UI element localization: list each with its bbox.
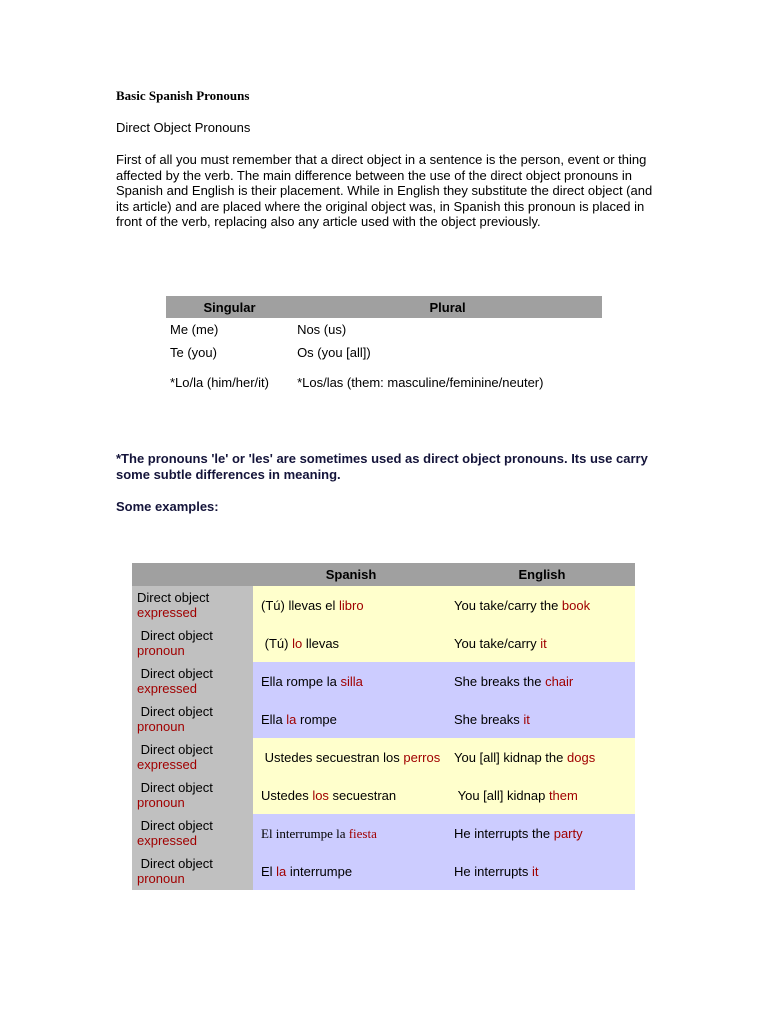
column-header-english: English — [449, 563, 635, 586]
row-label-kind: pronoun — [137, 719, 185, 734]
row-label-text: Direct object — [137, 780, 213, 795]
sentence-text: (Tú) llevas el — [261, 597, 340, 613]
row-label — [132, 586, 253, 624]
column-header-label — [132, 563, 253, 586]
sentence-text: She breaks the — [454, 673, 546, 689]
table-row — [132, 738, 635, 776]
highlighted-word: party — [553, 825, 583, 841]
section-subheading: Direct Object Pronouns — [116, 120, 251, 135]
highlighted-word: la — [276, 863, 287, 879]
row-label-kind: pronoun — [137, 795, 185, 810]
highlighted-word: la — [286, 711, 297, 727]
english-cell — [449, 700, 635, 738]
english-cell — [449, 814, 635, 852]
document-title: Basic Spanish Pronouns — [116, 88, 250, 103]
table-row — [132, 662, 635, 700]
sentence-text: You [all] kidnap the — [454, 749, 567, 765]
highlighted-word: book — [561, 597, 591, 613]
row-label-text: Direct object — [137, 704, 213, 719]
examples-table — [132, 563, 635, 890]
row-label — [132, 852, 253, 890]
sentence-text: El — [261, 863, 277, 879]
singular-cell: *Lo/la (him/her/it) — [170, 374, 269, 390]
row-label — [132, 738, 253, 776]
row-label-text: Direct object — [137, 856, 213, 871]
row-label-kind: expressed — [137, 757, 197, 772]
english-cell — [449, 586, 635, 624]
column-header-singular: Singular — [166, 296, 293, 318]
table-row — [132, 624, 635, 662]
sentence-text: El interrumpe la — [261, 825, 349, 841]
highlighted-word: libro — [339, 597, 364, 613]
table-row — [132, 814, 635, 852]
highlighted-word: it — [532, 863, 539, 879]
column-header-spanish: Spanish — [253, 563, 449, 586]
sentence-text: secuestran — [328, 787, 397, 803]
plural-cell: Os (you [all]) — [297, 344, 371, 360]
english-cell — [449, 776, 635, 814]
english-cell — [449, 624, 635, 662]
table-row — [166, 364, 602, 400]
intro-paragraph: First of all you must remember that a direct object in a sentence is the person, event or thing affected by the verb. The main difference between the use of the direct object pronouns in Spanish and English is their placement. While in English they substitute the direct object (and its article) and are placed where the original object was, in Spanish this pronoun is placed in front of the verb, replacing also any article used with the object previously. — [116, 152, 653, 230]
sentence-text: llevas — [302, 635, 340, 651]
highlighted-word: it — [523, 711, 530, 727]
table-row — [166, 318, 602, 340]
sentence-text: Ustedes — [261, 787, 313, 803]
row-label — [132, 814, 253, 852]
footnote: *The pronouns 'le' or 'les' are sometimes used as direct object pronouns. Its use carry some subtle differences in meaning. — [116, 451, 648, 482]
english-cell — [449, 738, 635, 776]
row-label-text: Direct object — [137, 628, 213, 643]
sentence-text: Ustedes secuestran los — [261, 749, 404, 765]
spanish-cell — [253, 776, 449, 814]
row-label-kind: pronoun — [137, 643, 185, 658]
spanish-cell — [253, 852, 449, 890]
sentence-text: rompe — [296, 711, 337, 727]
sentence-text: interrumpe — [286, 863, 353, 879]
highlighted-word: lo — [292, 635, 303, 651]
sentence-text: Ella — [261, 711, 287, 727]
row-label — [132, 776, 253, 814]
row-label-kind: expressed — [137, 833, 197, 848]
spanish-cell — [253, 624, 449, 662]
sentence-text: You take/carry the — [454, 597, 562, 613]
table-row — [132, 700, 635, 738]
row-label-text: Direct object — [137, 742, 213, 757]
spanish-cell — [253, 586, 449, 624]
sentence-text: Ella rompe la — [261, 673, 341, 689]
row-label-kind: expressed — [137, 681, 197, 696]
row-label-text: Direct object — [137, 666, 213, 681]
sentence-text: He interrupts the — [454, 825, 554, 841]
table-row — [166, 340, 602, 364]
sentence-text: (Tú) — [261, 635, 293, 651]
english-cell — [449, 852, 635, 890]
examples-heading: Some examples: — [116, 499, 219, 514]
row-label-text: Direct object — [137, 818, 213, 833]
table-row — [132, 776, 635, 814]
spanish-cell — [253, 738, 449, 776]
table-row — [132, 586, 635, 624]
highlighted-word: perros — [403, 749, 441, 765]
row-label — [132, 700, 253, 738]
row-label-kind: expressed — [137, 605, 197, 620]
plural-cell: *Los/las (them: masculine/feminine/neuter) — [297, 374, 544, 390]
highlighted-word: it — [540, 635, 547, 651]
pronoun-table — [166, 296, 602, 400]
column-header-plural: Plural — [293, 296, 602, 318]
highlighted-word: silla — [340, 673, 363, 689]
sentence-text: You [all] kidnap — [454, 787, 549, 803]
spanish-cell — [253, 814, 449, 852]
highlighted-word: chair — [545, 673, 574, 689]
sentence-text: He interrupts — [454, 863, 533, 879]
singular-cell: Me (me) — [170, 321, 219, 337]
spanish-cell — [253, 662, 449, 700]
highlighted-word: los — [312, 787, 329, 803]
row-label-kind: pronoun — [137, 871, 185, 886]
table-row — [132, 852, 635, 890]
sentence-text: She breaks — [454, 711, 524, 727]
spanish-cell — [253, 700, 449, 738]
highlighted-word: fiesta — [348, 825, 377, 841]
row-label — [132, 624, 253, 662]
plural-cell: Nos (us) — [297, 321, 347, 337]
row-label — [132, 662, 253, 700]
highlighted-word: dogs — [567, 749, 596, 765]
sentence-text: You take/carry — [454, 635, 541, 651]
highlighted-word: them — [548, 787, 578, 803]
english-cell — [449, 662, 635, 700]
row-label-text: Direct object — [137, 590, 210, 605]
singular-cell: Te (you) — [170, 344, 217, 360]
